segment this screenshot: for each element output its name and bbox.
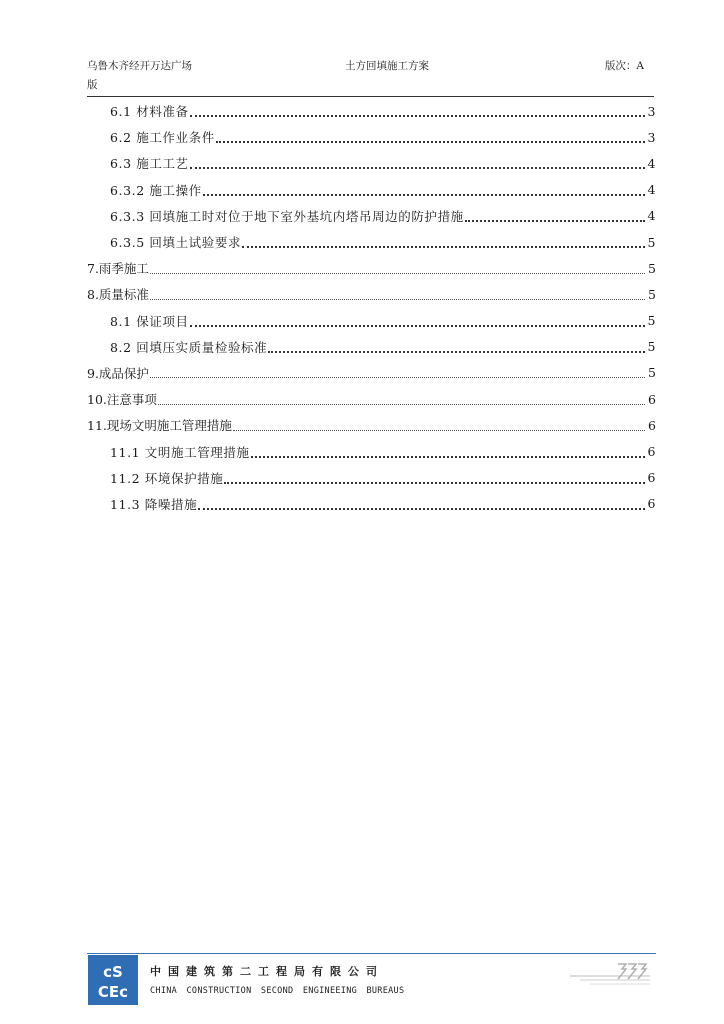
toc-entry-page: 5 xyxy=(647,339,656,355)
toc-entry xyxy=(87,124,656,150)
toc-entry-label: 6.3.3 回填施工时对位于地下室外基坑内塔吊周边的防护措施 xyxy=(110,208,464,224)
svg-text:CEc: CEc xyxy=(97,983,129,1001)
toc-entry-label: 11.2 环境保护措施 xyxy=(110,470,224,486)
toc-entry xyxy=(87,308,656,334)
toc-entry-label: 6.1 材料准备 xyxy=(110,104,189,120)
page-header xyxy=(87,58,654,98)
toc-entry xyxy=(87,438,656,464)
header-version: 版次：A xyxy=(604,60,644,72)
toc-leader-dots xyxy=(216,141,645,143)
toc-leader-dots xyxy=(150,377,645,378)
toc-entry xyxy=(87,465,656,491)
toc-entry-page: 5 xyxy=(648,260,656,276)
toc-entry-page: 3 xyxy=(647,129,656,145)
toc-entry xyxy=(87,98,656,124)
toc-entry-page: 6 xyxy=(647,444,656,460)
toc-entry-label: 6.3.2 施工操作 xyxy=(110,182,202,198)
table-of-contents xyxy=(87,98,656,517)
toc-leader-dots xyxy=(158,404,645,405)
toc-entry-page: 4 xyxy=(647,182,656,198)
toc-entry xyxy=(87,334,656,360)
toc-entry-label: 11.3 降噪措施 xyxy=(110,496,198,512)
toc-entry xyxy=(87,255,656,281)
toc-entry-label: 6.3.5 回填土试验要求 xyxy=(110,235,242,251)
header-rule xyxy=(87,96,654,97)
toc-entry-label: 6.3 施工工艺 xyxy=(110,156,189,172)
toc-leader-dots xyxy=(198,508,645,510)
footer-decoration xyxy=(570,958,650,988)
svg-text:cS: cS xyxy=(103,963,123,981)
toc-leader-dots xyxy=(465,220,645,222)
toc-entry-label: 7.雨季施工 xyxy=(87,261,149,277)
toc-entry xyxy=(87,150,656,176)
cscec-logo xyxy=(88,955,138,1005)
toc-entry-page: 5 xyxy=(647,234,656,250)
toc-entry-label: 10.注意事项 xyxy=(87,392,157,408)
toc-entry-page: 3 xyxy=(647,103,656,119)
toc-entry-page: 5 xyxy=(647,313,656,329)
toc-entry xyxy=(87,491,656,517)
company-name-english: CHINA CONSTRUCTION SECOND ENGINEEING BUREAUS xyxy=(150,986,405,996)
toc-entry-label: 8.1 保证项目 xyxy=(110,313,189,329)
toc-entry-label: 8.2 回填压实质量检验标准 xyxy=(110,339,268,355)
toc-entry-page: 6 xyxy=(648,391,656,407)
toc-entry-page: 6 xyxy=(647,496,656,512)
toc-entry-label: 11.现场文明施工管理措施 xyxy=(87,418,232,434)
toc-leader-dots xyxy=(190,115,645,117)
header-document-title: 土方回填施工方案 xyxy=(345,60,429,72)
toc-entry-page: 4 xyxy=(647,208,656,224)
toc-entry xyxy=(87,177,656,203)
toc-entry-page: 6 xyxy=(648,417,656,433)
toc-entry xyxy=(87,203,656,229)
toc-entry xyxy=(87,281,656,307)
toc-entry-label: 11.1 文明施工管理措施 xyxy=(110,444,250,460)
toc-entry-label: 8.质量标准 xyxy=(87,287,149,303)
toc-entry xyxy=(87,229,656,255)
toc-leader-dots xyxy=(203,194,645,196)
toc-entry-page: 6 xyxy=(647,470,656,486)
toc-entry xyxy=(87,360,656,386)
toc-leader-dots xyxy=(268,351,645,353)
toc-leader-dots xyxy=(190,325,645,327)
toc-entry-page: 5 xyxy=(648,365,656,381)
toc-entry-page: 4 xyxy=(647,155,656,171)
toc-entry-label: 6.2 施工作业条件 xyxy=(110,130,215,146)
toc-leader-dots xyxy=(251,456,645,458)
header-version-wrap: 版 xyxy=(87,79,98,91)
toc-entry-label: 9.成品保护 xyxy=(87,365,149,381)
toc-leader-dots xyxy=(150,299,645,300)
toc-entry xyxy=(87,412,656,438)
toc-leader-dots xyxy=(242,246,645,248)
toc-leader-dots xyxy=(190,167,645,169)
header-project-name: 乌鲁木齐经开万达广场 xyxy=(87,60,192,72)
toc-entry-page: 5 xyxy=(648,286,656,302)
toc-leader-dots xyxy=(224,482,645,484)
toc-entry xyxy=(87,386,656,412)
toc-leader-dots xyxy=(233,430,645,431)
footer-rule xyxy=(87,953,656,954)
toc-leader-dots xyxy=(150,273,645,274)
company-name-chinese: 中国建筑第二工程局有限公司 xyxy=(150,965,384,978)
